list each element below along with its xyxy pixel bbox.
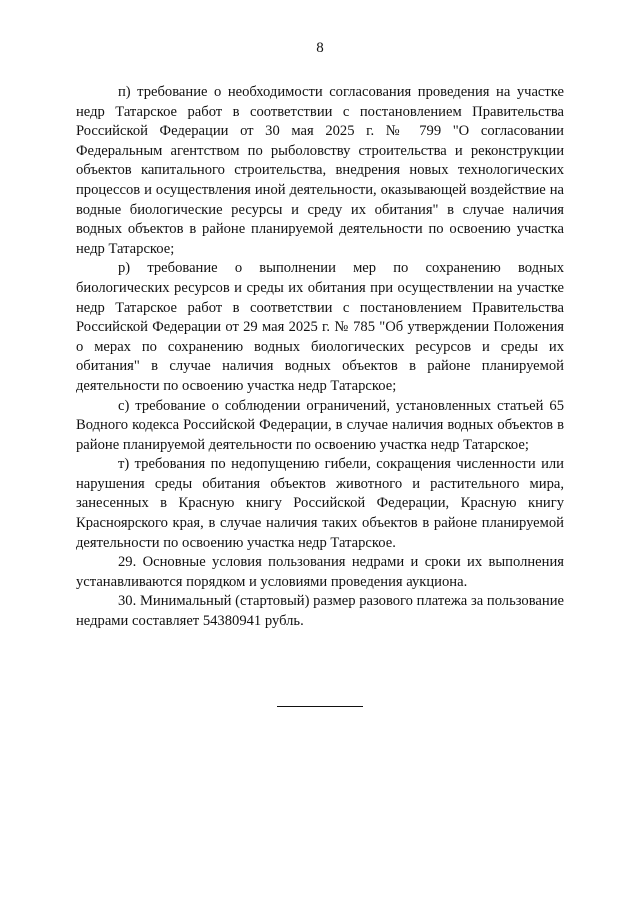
paragraph-29: 29. Основные условия пользования недрами и сроки их выполнения устанавливаются порядком и условиями проведения аукциона. xyxy=(76,554,564,590)
paragraph-r: р) требование о выполнении мер по сохранению водных биологических ресурсов и среды их обитания при осуществлении на участке недр Татарское работ в соответствии с постановлением Правительства Российской Федерации от 29 мая 2025 г. № 785 "Об утверждении Положения о мерах по сохранению водных биологических ресурсов и среды их обитания" в случае наличия водных объектов в районе планируемой деятельности по освоению участка недр Татарское; xyxy=(76,260,564,394)
document-body xyxy=(76,83,564,632)
paragraph-t: т) требования по недопущению гибели, сокращения численности или нарушения среды обитания объектов животного и растительного мира, занесенных в Красную книгу Российской Федерации, Красную книгу Красноярского края, в случае наличия таких объектов в районе планируемой деятельности по освоению участка недр Татарское. xyxy=(76,456,564,551)
paragraph-p: п) требование о необходимости согласования проведения на участке недр Татарское работ в соответствии с постановлением Правительства Российской Федерации от 30 мая 2025 г. № 799 "О согласовании Федеральным агентством по рыболовству строительства и реконструкции объектов капитального строительства, внедрения новых технологических процессов и осуществления иной деятельности, оказывающей воздействие на водные биологические ресурсы и среду их обитания" в случае наличия водных объектов в районе планируемой деятельности по освоению участка недр Татарское; xyxy=(76,84,564,257)
end-divider xyxy=(277,706,363,707)
page-number: 8 xyxy=(316,40,324,56)
paragraph-30: 30. Минимальный (стартовый) размер разового платежа за пользование недрами составляет 54380941 рубль. xyxy=(76,593,564,630)
paragraph-s: с) требование о соблюдении ограничений, установленных статьей 65 Водного кодекса Российской Федерации, в случае наличия водных объектов в районе планируемой деятельности по освоению участка недр Татарское; xyxy=(76,397,564,453)
